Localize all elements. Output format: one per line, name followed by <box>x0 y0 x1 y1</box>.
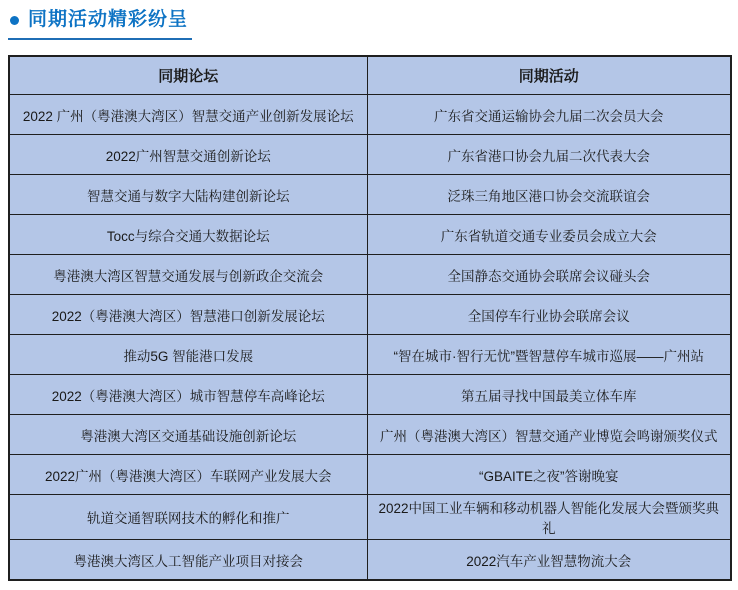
forum-cell: 粤港澳大湾区交通基础设施创新论坛 <box>9 415 367 455</box>
forum-cell: Tocc与综合交通大数据论坛 <box>9 215 367 255</box>
activity-cell: 全国停车行业协会联席会议 <box>367 295 731 335</box>
forum-cell: 2022（粤港澳大湾区）城市智慧停车高峰论坛 <box>9 375 367 415</box>
column-header-activities: 同期活动 <box>367 56 731 95</box>
forum-cell: 2022（粤港澳大湾区）智慧港口创新发展论坛 <box>9 295 367 335</box>
table-row <box>9 295 731 335</box>
table-row <box>9 335 731 375</box>
table-header-row <box>9 56 731 95</box>
forum-cell: 粤港澳大湾区人工智能产业项目对接会 <box>9 540 367 580</box>
activity-cell: 广东省港口协会九届二次代表大会 <box>367 135 731 175</box>
table-row <box>9 95 731 135</box>
table-row <box>9 415 731 455</box>
forum-cell: 2022广州（粤港澳大湾区）车联网产业发展大会 <box>9 455 367 495</box>
table-row <box>9 495 731 540</box>
activity-cell: 泛珠三角地区港口协会交流联谊会 <box>367 175 731 215</box>
concurrent-events-table <box>8 55 732 581</box>
table-row <box>9 175 731 215</box>
table-row <box>9 215 731 255</box>
activity-cell: “智在城市·智行无忧”暨智慧停车城市巡展——广州站 <box>367 335 731 375</box>
table-row <box>9 455 731 495</box>
activity-cell: 2022汽车产业智慧物流大会 <box>367 540 731 580</box>
column-header-forums: 同期论坛 <box>9 56 367 95</box>
section-title-block <box>8 10 192 40</box>
forum-cell: 2022 广州（粤港澳大湾区）智慧交通产业创新发展论坛 <box>9 95 367 135</box>
activity-cell: 全国静态交通协会联席会议碰头会 <box>367 255 731 295</box>
forum-cell: 智慧交通与数字大陆构建创新论坛 <box>9 175 367 215</box>
table-row <box>9 375 731 415</box>
activity-cell: 2022中国工业车辆和移动机器人智能化发展大会暨颁奖典礼 <box>367 495 731 540</box>
table-row <box>9 255 731 295</box>
table-row <box>9 540 731 580</box>
activity-cell: 广州（粤港澳大湾区）智慧交通产业博览会鸣谢颁奖仪式 <box>367 415 731 455</box>
forum-cell: 粤港澳大湾区智慧交通发展与创新政企交流会 <box>9 255 367 295</box>
page-title: 同期活动精彩纷呈 <box>28 9 189 30</box>
forum-cell: 2022广州智慧交通创新论坛 <box>9 135 367 175</box>
forum-cell: 轨道交通智联网技术的孵化和推广 <box>9 495 367 540</box>
forum-cell: 推动5G 智能港口发展 <box>9 335 367 375</box>
activity-cell: 广东省交通运输协会九届二次会员大会 <box>367 95 731 135</box>
activity-cell: 第五届寻找中国最美立体车库 <box>367 375 731 415</box>
bullet-icon <box>10 16 19 25</box>
table-row <box>9 135 731 175</box>
activity-cell: “GBAITE之夜”答谢晚宴 <box>367 455 731 495</box>
activity-cell: 广东省轨道交通专业委员会成立大会 <box>367 215 731 255</box>
